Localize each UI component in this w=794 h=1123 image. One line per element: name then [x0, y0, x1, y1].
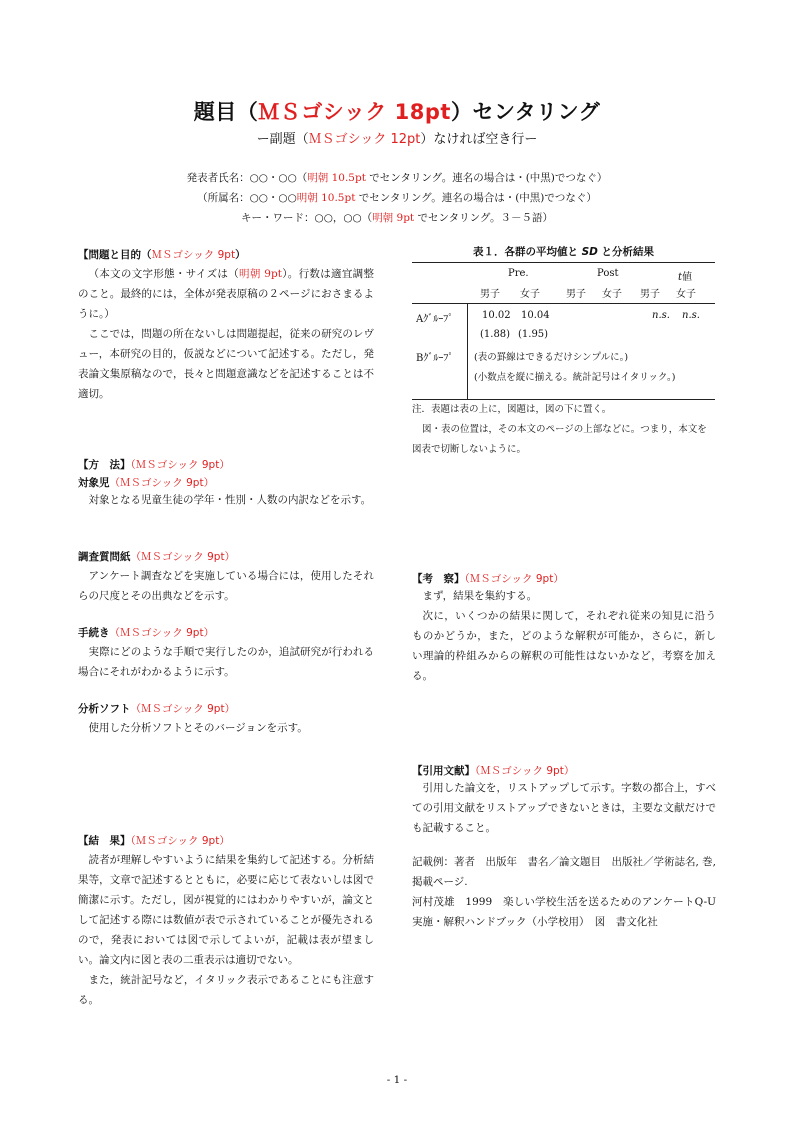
post-female-header: 女子: [602, 289, 622, 300]
table-note-2: 図・表の位置は，その本文のページの上部などに。つまり，本文を図表で切断しないように。: [412, 424, 707, 455]
subject-heading-text: 対象児: [78, 477, 110, 489]
method-heading: [78, 456, 230, 474]
references-paragraph: 引用した論文を，リストアップして示す。字数の都合上，すべての引用文献をリストアップできないときは，主要な文献だけでも記載すること。: [412, 782, 716, 834]
paper-subtitle: [0, 128, 794, 147]
keyword-line: [0, 210, 794, 225]
pre-female-header: 女子: [520, 289, 540, 300]
table-caption: [412, 244, 715, 260]
problem-paragraph-2: ここでは，問題の所在ないしは問題提起，従来の研究のレヴュー，本研究の目的，仮説などについて記述する。ただし，発表論文集原稿なので，長々と問題意識などを記述することは不適切。: [78, 328, 374, 400]
affil-prefix: （所属名：○○・○○: [197, 192, 297, 204]
discussion-paragraph-2: 次に，いくつかの結果に関して，それぞれ従来の知見に沿うものかどうか，また，どのような解釈が可能か，さらに，新しい理論的枠組みからの解釈の可能性はないかなど，考察を加える。: [412, 610, 716, 682]
author-end: でセンタリング。連名の場合は・(中黒)でつなぐ）: [365, 172, 608, 184]
subject-heading-spec: （ＭＳゴシック 9pt）: [109, 477, 215, 489]
col-t: [678, 268, 692, 283]
method-software-body: [78, 718, 374, 738]
method-questionnaire-body: [78, 566, 374, 606]
author-prefix: 発表者氏名：○○・○○（: [186, 172, 308, 184]
problem-heading-end: ）: [235, 249, 246, 261]
a-t-male: n.s.: [652, 310, 670, 321]
table-note-1: 注．表題は表の上に，図題は，図の下に置く。: [412, 404, 612, 415]
subtitle-font-spec: ＭＳゴシック 12pt: [308, 132, 421, 147]
table-caption-a: 表１．各群の平均値と: [472, 246, 582, 258]
problem-p1-b: ）。行数は適宜調整のこと。最終的には，全体が発表原稿の２ページにおさまるように。）: [78, 268, 374, 320]
discussion-heading-spec: （ＭＳゴシック 9pt）: [464, 573, 564, 585]
subject-paragraph: 対象となる児童生徒の学年・性別・人数の内訳などを示す。: [88, 494, 372, 506]
a-male-sd: (1.88): [480, 329, 511, 340]
table-row-label-rule: [467, 303, 468, 399]
a-female-mean: 10.04: [521, 310, 550, 321]
software-heading-text: 分析ソフト: [78, 703, 131, 715]
t-male-header: 男子: [640, 289, 660, 300]
t-female-header: 女子: [676, 289, 696, 300]
references-heading-text: 【引用文献】: [412, 765, 475, 777]
method-procedure-heading: [78, 624, 214, 642]
results-table: [412, 244, 715, 400]
reference-format-example: 記載例：著者 出版年 書名／論文題目 出版社／学術誌名, 巻, 掲載ページ.: [412, 856, 717, 888]
method-software-heading: [78, 700, 235, 718]
a-t-female: n.s.: [682, 310, 700, 321]
questionnaire-paragraph: アンケート調査などを実施している場合には，使用したそれらの尺度とその出典などを示す。: [78, 570, 374, 602]
discussion-heading-text: 【考 察】: [412, 573, 465, 585]
subtitle-main: ー副題（: [256, 132, 309, 147]
method-heading-spec: （ＭＳゴシック 9pt）: [130, 459, 230, 471]
results-body: [78, 850, 374, 1010]
discussion-body: [412, 586, 716, 686]
problem-heading: [78, 246, 246, 264]
subtitle-end: ）なければ空き行ー: [420, 132, 538, 147]
references-body: [412, 778, 716, 838]
title-main: 題目（: [193, 100, 259, 124]
table-body: [412, 262, 715, 400]
problem-heading-text: 【問題と目的（: [78, 249, 152, 261]
problem-paragraph-1: [78, 264, 374, 324]
keyword-prefix: キー・ワード：○○，○○（: [241, 212, 373, 224]
affiliation-line: [0, 190, 794, 205]
results-heading: [78, 832, 230, 850]
col-t-suffix: 値: [682, 272, 693, 283]
title-end: ）センタリング: [450, 100, 601, 124]
discussion-paragraph-1: まず，結果を集約する。: [422, 590, 538, 602]
procedure-paragraph: 実際にどのような手順で実行したのか，追試研究が行われる場合にそれがわかるように示す。: [78, 646, 374, 678]
keyword-end: でセンタリング。３－５語）: [414, 212, 553, 224]
title-font-spec: ＭＳゴシック 18pt: [258, 100, 451, 124]
table-header-rule: [412, 303, 715, 304]
table-hint-rules: (表の罫線はできるだけシンプルに。): [474, 352, 629, 363]
software-paragraph: 使用した分析ソフトとそのバージョンを示す。: [88, 722, 308, 734]
row-label-a: Aｸﾞﾙｰﾌﾟ: [416, 314, 454, 325]
affil-font-spec: 明朝 10.5pt: [296, 192, 356, 204]
questionnaire-heading-text: 調査質問紙: [78, 551, 131, 563]
author-font-spec: 明朝 10.5pt: [307, 172, 366, 184]
affil-end: でセンタリング。連名の場合は・(中黒)でつなぐ）: [355, 192, 597, 204]
results-paragraph-2: また，統計記号など，イタリック表示であることにも注意する。: [78, 974, 374, 1006]
problem-heading-spec: ＭＳゴシック 9pt: [151, 249, 236, 261]
col-pre: Pre.: [508, 268, 529, 279]
method-subject-body: [78, 490, 374, 510]
method-questionnaire-heading: [78, 548, 235, 566]
procedure-heading-text: 手続き: [78, 627, 110, 639]
results-paragraph-1: 読者が理解しやすいように結果を集約して記述する。分析結果等，文章で記述するとともに，必要に応じて表ないしは図で簡潔に示す。ただし，図が視覚的にはわかりやすいが，論文として記述する際には数値が表で示されていることが優先されるので，発表においては図で示してよいが，記載は表が望ましい。論文内に図と表の二重表示は適切でない。: [78, 854, 374, 966]
author-line: [0, 170, 794, 185]
a-male-mean: 10.02: [482, 310, 511, 321]
table-hint-decimals: (小数点を縦に揃える。統計記号はイタリック。): [474, 372, 676, 383]
problem-p1-a: （本文の文字形態・サイズは（: [88, 268, 240, 280]
references-list: [412, 852, 727, 932]
method-procedure-body: [78, 642, 374, 682]
reference-entry: 河村茂雄 1999 楽しい学校生活を送るためのアンケートQ-U 実施・解釈ハンドブック（小学校用） 図 書文化社: [412, 896, 727, 928]
problem-p1-spec: 明朝 9pt: [239, 268, 282, 280]
page-number: - 1 -: [386, 1074, 408, 1086]
post-male-header: 男子: [566, 289, 586, 300]
problem-body: [78, 264, 374, 404]
row-label-b: Bｸﾞﾙｰﾌﾟ: [416, 353, 454, 364]
references-heading-spec: （ＭＳゴシック 9pt）: [475, 765, 575, 777]
a-female-sd: (1.95): [518, 329, 549, 340]
keyword-font-spec: 明朝 9pt: [372, 212, 415, 224]
method-heading-text: 【方 法】: [78, 459, 131, 471]
pre-male-header: 男子: [480, 289, 500, 300]
software-heading-spec: （ＭＳゴシック 9pt）: [130, 703, 236, 715]
results-heading-text: 【結 果】: [78, 835, 131, 847]
results-heading-spec: （ＭＳゴシック 9pt）: [130, 835, 230, 847]
procedure-heading-spec: （ＭＳゴシック 9pt）: [109, 627, 215, 639]
table-notes: [412, 400, 716, 460]
questionnaire-heading-spec: （ＭＳゴシック 9pt）: [130, 551, 236, 563]
table-caption-sd: SD: [581, 246, 598, 258]
col-t-symbol: t: [678, 272, 683, 283]
table-caption-b: と分析結果: [597, 246, 655, 258]
paper-title: [0, 96, 794, 126]
col-post: Post: [597, 268, 619, 279]
